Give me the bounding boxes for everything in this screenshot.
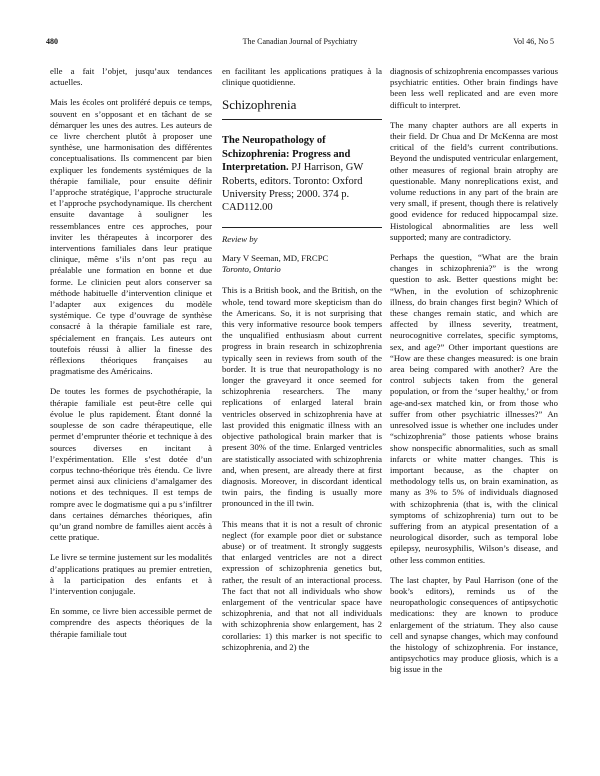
paragraph: The last chapter, by Paul Harrison (one of the book’s editors), reminds us of the neuropathologic consequences of antipsychotic medications: they are known to produce enlargement of the striatum. They also cause cell and synapse changes, which may confound the histology of schizophrenia. For instance, antipsychotics may produce gliosis, which is a big issue in the (390, 574, 558, 675)
section-title: Schizophrenia (222, 97, 382, 120)
paragraph: Mais les écoles ont proliféré depuis ce temps, souvent en s’opposant et en tâchant de se démarquer les unes des autres. Les auteurs de ce livre cherchent plutôt à proposer une synthèse, une harmonisation des différentes conceptualisations. Ils commencent par bien expliquer les fondements systémiques de la thérapie familiale, pour ensuite définir l’approche stratégique, l’approche structurale et l’approche psychodynamique. Ils cherchent ensuite davantage à souligner les ressemblances entre ces approches, pour inviter les thérapeutes à incorporer des interventions familiales dans leur pratique clinique, même s’ils n’ont pas reçu au préalable une formation en bonne et due forme. Le clinicien peut alors conserver sa méthode habituelle d’intervention clinique et l’adapter aux exigences du modèle systémique. Ce type d’ouvrage de synthèse consacré à la thérapie familiale est rare, spécialement en français. Les auteurs ont toutefois réussi à allier la finesse des réflexions théoriques françaises au pragmatisme des Américains. (50, 97, 212, 377)
review-by-label: Review by (222, 233, 258, 244)
paragraph: En somme, ce livre bien accessible permet de comprendre des aspects théoriques de la thérapie familiale tout (50, 606, 212, 639)
book-title: The Neuropathology of Schizophrenia: Progress and Interpretation. (222, 135, 351, 174)
book-citation: PJ Harrison, GW Roberts, editors. Toronto: Oxford University Press; 2000. 374 p. CAD112.00 (222, 162, 364, 214)
journal-title: The Canadian Journal of Psychiatry (242, 37, 358, 46)
page-number: 480 (46, 37, 58, 46)
column-3 (390, 66, 558, 685)
paragraph: De toutes les formes de psychothérapie, la thérapie familiale est peut-être celle qui évolue le plus rapidement. Étant donné la souplesse de son cadre thérapeutique, elle permet d’emprunter théorie et technique à des sources diverses en incitant à l’expérimentation. Elle s’est dotée d’un corpus techno-théorique très étendu. Ce livre permet ainsi aux cliniciens d’amalgamer des notions et des techniques. Il est temps de rompre avec le dogmatisme qui a pu s’infiltrer dans certaines démarches théoriques, afin qu’un grand nombre de familles aient accès à cette pratique. (50, 386, 212, 543)
paragraph: diagnosis of schizophrenia encompasses various psychiatric entities. Other brain findings have been less well replicated and are even more difficult to interpret. (390, 66, 558, 110)
paragraph: This is a British book, and the British, on the whole, tend toward more skepticism than do the Americans. So, it is not surprising that this very informative resource book tempers the unqualified enthusiasm about current progress in brain research in schizophrenia typically seen in reviews from south of the border. It is true that neuropathology is no longer the graveyard it once seemed for schizophrenia researchers. The many replications of enlarged lateral brain ventricles observed in schizophrenia have at last provided this enigmatic illness with an objective pathological brain marker that is present 30% of the time. Enlarged ventricles are statistically associated with schizophrenia and, when present, are already there at first diagnosis. Moreover, in discordant identical twin pairs, the finding is usually more pronounced in the ill twin. (222, 285, 382, 509)
reviewer-location: Toronto, Ontario (222, 264, 281, 275)
reviewer-name: Mary V Seeman, MD, FRCPC (222, 253, 329, 264)
column-2 (222, 66, 382, 662)
running-header (46, 36, 554, 48)
paragraph: The many chapter authors are all experts in their field. Dr Chua and Dr McKenna are most critical of the field’s current contributions. Beyond the undisputed ventricular enlargement, other measures of regional brain atrophy are questionable. Many nonreplications exist, and volume reductions in any part of the brain are very small, if present, though there is relatively good evidence for reduced hippocampal size. Histological abnormalities are less well supported; many are contradictory. (390, 119, 558, 242)
reviewer-block (222, 227, 382, 276)
paragraph: Perhaps the question, “What are the brain changes in schizophrenia?” is the wrong question to ask. Better questions might be: “When, in the evolution of schizophrenic illness, do brain changes first begin? Which of these changes remain static, and which are affected by illness severity, treatment, neurocognitive correlates, specific symptoms, sex, and age?” Other important questions are “How are these changes measured: is one brain area being compared with another? Are the control subjects taken from the general population, or from the ‘super healthy,’ or from age-and-sex matched kin, or from those who suffer from other psychiatric illnesses?” An unresolved issue is whether one includes under “schizophrenia” those patients whose brains show nonspecific abnormalities, such as small infarcts or white matter changes. This is important because, as the chapter on methodology tells us, on brain examination, as many as 3% to 5% of individuals diagnosed with schizophrenia (that is, with the clinical symptoms of schizophrenia) turn out to be suffering from an atypical presentation of a neurological disorder, such as temporal lobe epilepsy, neurosyphilis, Wilson’s disease, and other less common entities. (390, 252, 558, 565)
column-1 (50, 66, 212, 649)
paragraph: elle a fait l’objet, jusqu’aux tendances actuelles. (50, 66, 212, 88)
book-review-heading (222, 134, 382, 214)
volume-issue: Vol 46, No 5 (513, 37, 554, 46)
paragraph: This means that it is not a result of chronic neglect (for example poor diet or substance abuse) or of treatment. It strongly suggests that enlarged ventricles are not a direct expression of schizophrenia genetics but, rather, the result of an interactional process. The fact that not all individuals who show enlargement of the ventricular space have schizophrenia, and that not all individuals with schizophrenia show enlargement, has 2 corollaries: 1) this marker is not specific to schizophrenia, and 2) the (222, 518, 382, 652)
paragraph: Le livre se termine justement sur les modalités d’applications pratiques au premier entretien, à la participation des enfants et à l’intervention conjugale. (50, 552, 212, 596)
paragraph: en facilitant les applications pratiques à la clinique quotidienne. (222, 66, 382, 88)
